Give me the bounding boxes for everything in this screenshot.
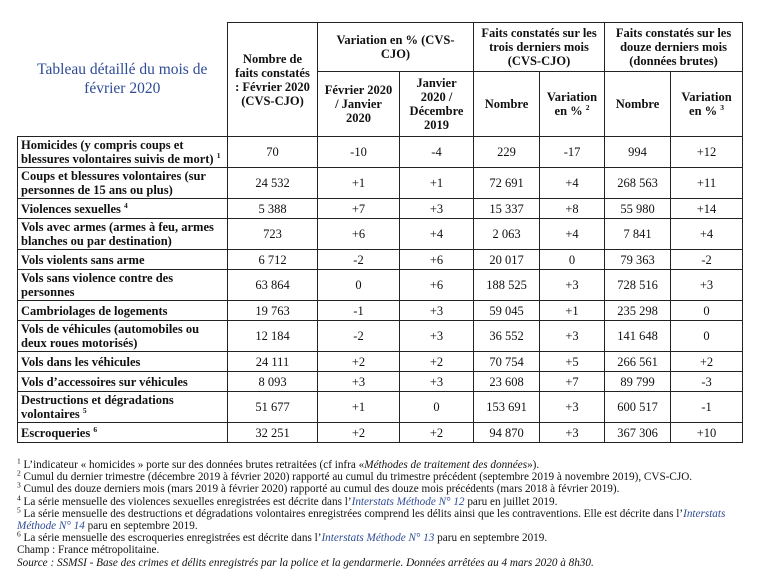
footnotes xyxy=(17,456,742,569)
row-label: Vols avec armes (armes à feu, armes blanches ou par destination) xyxy=(18,219,228,250)
cell-nombre: 51 677 xyxy=(228,392,318,423)
cell-v3: +3 xyxy=(540,392,605,423)
header-fev-jan: Février 2020 / Janvier 2020 xyxy=(318,72,400,137)
cell-v3: +1 xyxy=(540,301,605,321)
cell-nombre: 8 093 xyxy=(228,372,318,392)
header-nombre-3m: Nombre xyxy=(474,72,540,137)
cell-v1: 0 xyxy=(318,270,400,301)
cell-n3: 15 337 xyxy=(474,199,540,219)
cell-n12: 266 561 xyxy=(605,352,671,372)
footnote-2: $^2$ Cumul du dernier trimestre (décembre 2019 à février 2020) rapporté au cumul du trimestre précédent (septembre 2019 à novembre 2019), CVS-CJO. xyxy=(17,468,693,484)
cell-v3: +4 xyxy=(540,168,605,199)
cell-v1: +2 xyxy=(318,352,400,372)
table-row xyxy=(18,352,743,372)
cell-n12: 994 xyxy=(605,137,671,168)
header-jan-dec: Janvier 2020 / Décembre 2019 xyxy=(400,72,474,137)
cell-v3: +3 xyxy=(540,321,605,352)
table-row xyxy=(18,199,743,219)
champ-note: Champ : France métropolitaine. xyxy=(17,544,160,557)
cell-nombre: 5 388 xyxy=(228,199,318,219)
cell-v1: +3 xyxy=(318,372,400,392)
header-douze-mois-group: Faits constatés sur les douze derniers mois (données brutes) xyxy=(605,23,743,72)
cell-v12: +11 xyxy=(671,168,743,199)
cell-n12: 600 517 xyxy=(605,392,671,423)
cell-nombre: 12 184 xyxy=(228,321,318,352)
cell-v12: -3 xyxy=(671,372,743,392)
cell-v2: +6 xyxy=(400,250,474,270)
cell-v3: +3 xyxy=(540,270,605,301)
table-row xyxy=(18,321,743,352)
cell-v12: +10 xyxy=(671,423,743,443)
cell-n3: 188 525 xyxy=(474,270,540,301)
row-label: Cambriolages de logements xyxy=(18,301,228,321)
header-nombre-faits: Nombre de faits constatés : Février 2020 (CVS-CJO) xyxy=(228,23,318,137)
cell-v2: +6 xyxy=(400,270,474,301)
cell-v3: +3 xyxy=(540,423,605,443)
cell-n12: 728 516 xyxy=(605,270,671,301)
footnote-5: $^5$ La série mensuelle des destructions et dégradations volontaires enregistrées comprend les délits ainsi que les contraventions. Elle est décrite dans l’Interstats Méthode N° 14 paru en septembre 2019. xyxy=(17,505,726,533)
row-label: Homicides (y compris coups et blessures volontaires suivis de mort) $^1$ xyxy=(18,137,228,168)
cell-v12: 0 xyxy=(671,321,743,352)
footnote-6: $^6$ La série mensuelle des escroqueries enregistrées est décrite dans l’Interstats Méthode N° 13 paru en septembre 2019. xyxy=(17,529,548,545)
cell-v2: +2 xyxy=(400,352,474,372)
cell-n12: 89 799 xyxy=(605,372,671,392)
cell-nombre: 24 111 xyxy=(228,352,318,372)
table-row xyxy=(18,372,743,392)
cell-v1: -10 xyxy=(318,137,400,168)
cell-v2: +1 xyxy=(400,168,474,199)
cell-n3: 23 608 xyxy=(474,372,540,392)
table-row xyxy=(18,301,743,321)
table-row xyxy=(18,168,743,199)
cell-v2: 0 xyxy=(400,392,474,423)
row-label: Escroqueries $^6$ xyxy=(18,423,228,443)
crime-statistics-table xyxy=(17,22,743,443)
table-row xyxy=(18,392,743,423)
interstats-14-link[interactable]: Interstats Méthode N° 14 xyxy=(17,507,726,533)
row-label: Violences sexuelles $^4$ xyxy=(18,199,228,219)
cell-nombre: 19 763 xyxy=(228,301,318,321)
cell-n3: 20 017 xyxy=(474,250,540,270)
header-variation-3m: Variation en % $^2$ xyxy=(540,72,605,137)
cell-v2: +3 xyxy=(400,301,474,321)
cell-v12: 0 xyxy=(671,301,743,321)
cell-v3: +8 xyxy=(540,199,605,219)
cell-nombre: 63 864 xyxy=(228,270,318,301)
cell-n12: 55 980 xyxy=(605,199,671,219)
header-variation-12m: Variation en % $^3$ xyxy=(671,72,743,137)
cell-v1: -2 xyxy=(318,321,400,352)
row-label: Vols sans violence contre des personnes xyxy=(18,270,228,301)
cell-n12: 141 648 xyxy=(605,321,671,352)
cell-v3: +4 xyxy=(540,219,605,250)
cell-n3: 59 045 xyxy=(474,301,540,321)
cell-n3: 36 552 xyxy=(474,321,540,352)
cell-v12: +2 xyxy=(671,352,743,372)
table-row xyxy=(18,270,743,301)
cell-v12: +3 xyxy=(671,270,743,301)
interstats-12-link[interactable]: Interstats Méthode N° 12 xyxy=(351,495,465,508)
cell-n3: 70 754 xyxy=(474,352,540,372)
cell-v3: +7 xyxy=(540,372,605,392)
cell-v2: +4 xyxy=(400,219,474,250)
cell-v2: +3 xyxy=(400,199,474,219)
interstats-13-link[interactable]: Interstats Méthode N° 13 xyxy=(321,532,435,545)
cell-v2: +3 xyxy=(400,321,474,352)
footnote-4: $^4$ La série mensuelle des violences sexuelles enregistrées est décrite dans l’Interstats Méthode N° 12 paru en juillet 2019. xyxy=(17,492,558,508)
cell-nombre: 24 532 xyxy=(228,168,318,199)
cell-v2: +2 xyxy=(400,423,474,443)
row-label: Vols de véhicules (automobiles ou deux roues motorisés) xyxy=(18,321,228,352)
cell-v1: -2 xyxy=(318,250,400,270)
cell-n12: 235 298 xyxy=(605,301,671,321)
cell-v12: -1 xyxy=(671,392,743,423)
cell-v2: +3 xyxy=(400,372,474,392)
cell-v1: +2 xyxy=(318,423,400,443)
table-wrapper xyxy=(17,22,742,443)
header-variation-group: Variation en % (CVS-CJO) xyxy=(318,23,474,72)
row-label: Coups et blessures volontaires (sur personnes de 15 ans ou plus) xyxy=(18,168,228,199)
cell-nombre: 32 251 xyxy=(228,423,318,443)
cell-v1: +1 xyxy=(318,168,400,199)
footnote-3: $^3$ Cumul des douze derniers mois (mars 2019 à février 2020) rapporté au cumul des douze mois précédents (mars 2018 à février 2019). xyxy=(17,480,620,496)
cell-v12: +12 xyxy=(671,137,743,168)
table-row xyxy=(18,219,743,250)
cell-n3: 229 xyxy=(474,137,540,168)
source-note: Source : SSMSI - Base des crimes et délits enregistrés par la police et la gendarmerie. Données arrêtées au 4 mars 2020 à 8h30. xyxy=(17,556,594,569)
cell-n3: 153 691 xyxy=(474,392,540,423)
cell-v2: -4 xyxy=(400,137,474,168)
row-label: Vols violents sans arme xyxy=(18,250,228,270)
cell-v12: -2 xyxy=(671,250,743,270)
cell-n12: 268 563 xyxy=(605,168,671,199)
cell-v3: +5 xyxy=(540,352,605,372)
cell-nombre: 70 xyxy=(228,137,318,168)
table-row xyxy=(18,137,743,168)
cell-n3: 72 691 xyxy=(474,168,540,199)
cell-n12: 79 363 xyxy=(605,250,671,270)
cell-v1: +7 xyxy=(318,199,400,219)
header-trois-mois-group: Faits constatés sur les trois derniers mois (CVS-CJO) xyxy=(474,23,605,72)
table-body xyxy=(18,137,743,443)
cell-n3: 2 063 xyxy=(474,219,540,250)
cell-v3: -17 xyxy=(540,137,605,168)
table-row xyxy=(18,250,743,270)
cell-n12: 367 306 xyxy=(605,423,671,443)
header-nombre-12m: Nombre xyxy=(605,72,671,137)
cell-v12: +14 xyxy=(671,199,743,219)
cell-nombre: 723 xyxy=(228,219,318,250)
cell-v3: 0 xyxy=(540,250,605,270)
cell-v1: -1 xyxy=(318,301,400,321)
cell-nombre: 6 712 xyxy=(228,250,318,270)
row-label: Vols dans les véhicules xyxy=(18,352,228,372)
table-caption: Tableau détaillé du mois de février 2020 xyxy=(37,61,208,98)
cell-n12: 7 841 xyxy=(605,219,671,250)
cell-v1: +1 xyxy=(318,392,400,423)
row-label: Destructions et dégradations volontaires $^5$ xyxy=(18,392,228,423)
cell-n3: 94 870 xyxy=(474,423,540,443)
table-row xyxy=(18,423,743,443)
cell-v12: +4 xyxy=(671,219,743,250)
cell-v1: +6 xyxy=(318,219,400,250)
row-label: Vols d’accessoires sur véhicules xyxy=(18,372,228,392)
footnote-1: $^1$ L’indicateur « homicides » porte sur des données brutes retraitées (cf infra «Méthodes de traitement des données»). xyxy=(17,456,540,471)
